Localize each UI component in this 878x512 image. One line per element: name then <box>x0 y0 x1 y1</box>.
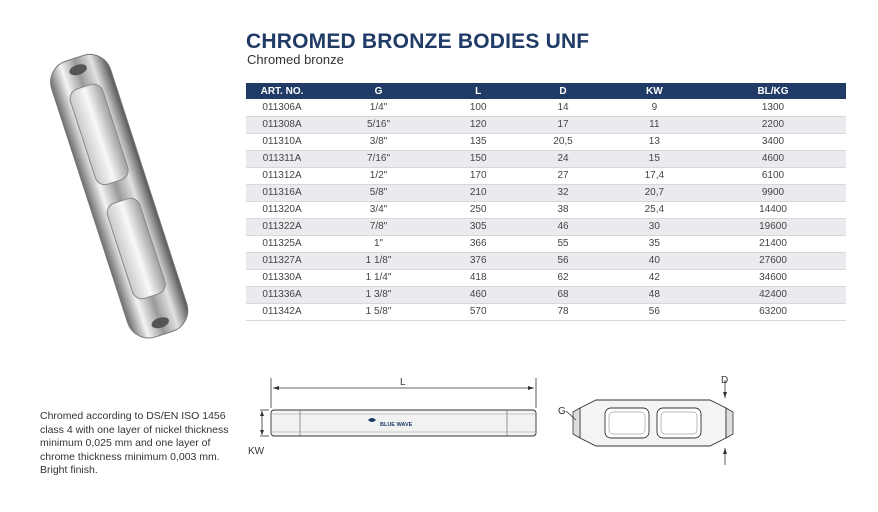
table-cell: 150 <box>439 150 517 167</box>
table-cell: 20,7 <box>609 184 700 201</box>
table-cell: 13 <box>609 133 700 150</box>
table-cell: 5/16" <box>318 116 439 133</box>
table-cell: 011342A <box>246 303 318 320</box>
table-cell: 21400 <box>700 235 846 252</box>
table-cell: 63200 <box>700 303 846 320</box>
table-cell: 6100 <box>700 167 846 184</box>
table-cell: 46 <box>517 218 608 235</box>
table-row <box>246 184 846 201</box>
table-cell: 1 1/4" <box>318 269 439 286</box>
table-cell: 27 <box>517 167 608 184</box>
table-cell: 011330A <box>246 269 318 286</box>
table-cell: 9 <box>609 99 700 116</box>
table-cell: 011336A <box>246 286 318 303</box>
table-cell: 14400 <box>700 201 846 218</box>
table-cell: 366 <box>439 235 517 252</box>
table-cell: 1" <box>318 235 439 252</box>
table-cell: 011316A <box>246 184 318 201</box>
table-cell: 62 <box>517 269 608 286</box>
table-cell: 1/2" <box>318 167 439 184</box>
table-cell: 40 <box>609 252 700 269</box>
table-header-row <box>246 83 846 99</box>
table-cell: 19600 <box>700 218 846 235</box>
table-cell: 170 <box>439 167 517 184</box>
table-cell: 25,4 <box>609 201 700 218</box>
col-art-no: ART. NO. <box>246 83 318 99</box>
table-cell: 4600 <box>700 150 846 167</box>
table-cell: 15 <box>609 150 700 167</box>
table-cell: 55 <box>517 235 608 252</box>
table-cell: 376 <box>439 252 517 269</box>
table-cell: 460 <box>439 286 517 303</box>
table-cell: 011320A <box>246 201 318 218</box>
spec-table-body <box>246 99 846 320</box>
side-view <box>248 377 536 457</box>
table-cell: 20,5 <box>517 133 608 150</box>
table-cell: 011311A <box>246 150 318 167</box>
table-cell: 56 <box>609 303 700 320</box>
table-cell: 1/4" <box>318 99 439 116</box>
table-cell: 48 <box>609 286 700 303</box>
table-cell: 7/8" <box>318 218 439 235</box>
table-cell: 3/4" <box>318 201 439 218</box>
table-row <box>246 133 846 150</box>
technical-drawing <box>240 370 840 470</box>
table-cell: 011322A <box>246 218 318 235</box>
table-cell: 17,4 <box>609 167 700 184</box>
g-label: G <box>558 406 566 417</box>
table-cell: 5/8" <box>318 184 439 201</box>
table-cell: 2200 <box>700 116 846 133</box>
table-cell: 100 <box>439 99 517 116</box>
table-cell: 24 <box>517 150 608 167</box>
table-cell: 27600 <box>700 252 846 269</box>
kw-label: KW <box>248 446 265 457</box>
table-row <box>246 269 846 286</box>
table-cell: 7/16" <box>318 150 439 167</box>
spec-table <box>246 83 846 321</box>
brand-text: BLUE WAVE <box>380 422 413 428</box>
table-cell: 250 <box>439 201 517 218</box>
turnbuckle-body-photo <box>18 40 228 350</box>
table-row <box>246 99 846 116</box>
table-cell: 68 <box>517 286 608 303</box>
table-cell: 011310A <box>246 133 318 150</box>
table-cell: 3/8" <box>318 133 439 150</box>
table-row <box>246 303 846 320</box>
table-cell: 35 <box>609 235 700 252</box>
d-label: D <box>721 375 729 386</box>
table-cell: 30 <box>609 218 700 235</box>
finish-note: Chromed according to DS/EN ISO 1456 class 4 with one layer of nickel thickness minimum 0,025 mm and one layer of chrome thickness minimum 0,003 mm. Bright finish. <box>40 410 229 476</box>
table-cell: 011308A <box>246 116 318 133</box>
table-cell: 1 1/8" <box>318 252 439 269</box>
page-subtitle: Chromed bronze <box>247 52 344 67</box>
top-view <box>558 375 733 465</box>
table-cell: 14 <box>517 99 608 116</box>
table-cell: 17 <box>517 116 608 133</box>
table-cell: 418 <box>439 269 517 286</box>
table-cell: 135 <box>439 133 517 150</box>
col-d: D <box>517 83 608 99</box>
table-row <box>246 218 846 235</box>
table-cell: 120 <box>439 116 517 133</box>
table-cell: 9900 <box>700 184 846 201</box>
col-bl-kg: BL/KG <box>700 83 846 99</box>
col-kw: KW <box>609 83 700 99</box>
table-row <box>246 201 846 218</box>
table-cell: 011325A <box>246 235 318 252</box>
table-cell: 305 <box>439 218 517 235</box>
table-cell: 3400 <box>700 133 846 150</box>
col-g: G <box>318 83 439 99</box>
table-cell: 42 <box>609 269 700 286</box>
table-cell: 011306A <box>246 99 318 116</box>
table-row <box>246 167 846 184</box>
table-cell: 42400 <box>700 286 846 303</box>
table-cell: 570 <box>439 303 517 320</box>
table-cell: 011327A <box>246 252 318 269</box>
table-row <box>246 150 846 167</box>
table-cell: 32 <box>517 184 608 201</box>
table-row <box>246 286 846 303</box>
table-cell: 11 <box>609 116 700 133</box>
table-cell: 34600 <box>700 269 846 286</box>
table-cell: 1 5/8" <box>318 303 439 320</box>
table-cell: 011312A <box>246 167 318 184</box>
table-cell: 38 <box>517 201 608 218</box>
table-cell: 210 <box>439 184 517 201</box>
table-row <box>246 252 846 269</box>
col-l: L <box>439 83 517 99</box>
length-label: L <box>400 377 406 388</box>
table-row <box>246 116 846 133</box>
table-row <box>246 235 846 252</box>
table-cell: 1300 <box>700 99 846 116</box>
table-cell: 1 3/8" <box>318 286 439 303</box>
table-cell: 56 <box>517 252 608 269</box>
page-title: CHROMED BRONZE BODIES UNF <box>246 30 590 53</box>
table-cell: 78 <box>517 303 608 320</box>
